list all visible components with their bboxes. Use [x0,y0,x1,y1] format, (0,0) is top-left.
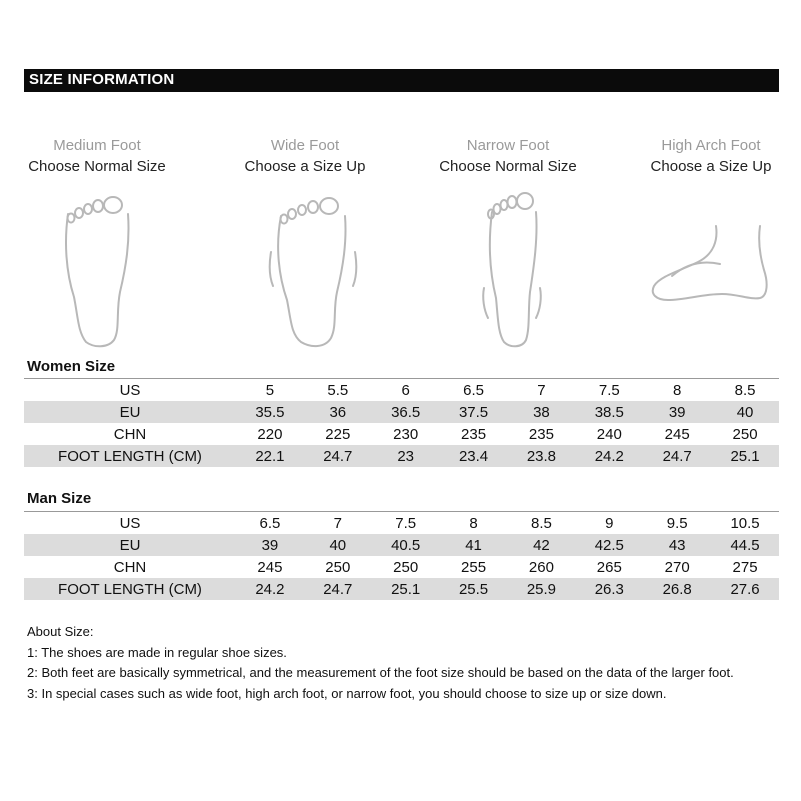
row-label: EU [24,534,236,556]
table-cell: 35.5 [236,401,304,423]
table-cell: 255 [461,558,487,576]
women-size-table [24,379,779,467]
table-cell: 36.5 [372,401,440,423]
row-label: US [119,381,141,399]
table-cell: 8.5 [531,514,552,532]
table-cell: 38.5 [575,401,643,423]
man-size-title: Man Size [27,490,92,507]
table-cell: 24.7 [304,445,372,467]
high-arch-foot-icon [646,220,770,308]
foot-type-label: High Arch Foot [661,137,761,154]
table-cell: 38 [508,401,576,423]
table-cell: 10.5 [730,514,760,532]
table-cell: 230 [393,425,419,443]
table-cell: 25.1 [372,578,440,600]
table-cell: 245 [664,425,690,443]
table-cell: 40.5 [372,534,440,556]
row-label: FOOT LENGTH (CM) [24,578,236,600]
table-cell: 240 [596,425,622,443]
table-cell: 6 [401,381,410,399]
table-cell: 25.5 [440,578,508,600]
man-size-table [24,512,779,600]
table-cell: 7.5 [598,381,620,399]
table-cell: 42 [508,534,576,556]
section-banner [24,69,779,92]
table-cell: 250 [393,558,419,576]
table-cell: 275 [732,558,758,576]
table-cell: 41 [440,534,508,556]
table-cell: 220 [257,425,283,443]
table-cell: 37.5 [440,401,508,423]
row-label: CHN [113,425,147,443]
foot-type-label: Medium Foot [53,137,141,154]
table-cell: 6.5 [463,381,484,399]
table-cell: 42.5 [575,534,643,556]
table-row [24,445,779,467]
table-cell: 36 [304,401,372,423]
table-cell: 260 [528,558,554,576]
table-row [24,401,779,423]
table-cell: 23 [372,445,440,467]
table-row [24,512,779,534]
table-cell: 24.2 [575,445,643,467]
row-label: US [119,514,141,532]
women-size-title: Women Size [27,358,116,375]
table-row [24,534,779,556]
table-cell: 7.5 [395,514,417,532]
table-cell: 6.5 [259,514,281,532]
table-cell: 27.6 [711,578,779,600]
table-cell: 24.2 [236,578,304,600]
table-cell: 25.9 [508,578,576,600]
note-item: 1: The shoes are made in regular shoe sizes. [27,644,287,660]
table-row [24,556,779,578]
row-label: EU [24,401,236,423]
narrow-foot-icon [478,188,546,352]
foot-advice-label: Choose a Size Up [650,158,772,175]
wide-foot-icon [267,192,359,350]
table-cell: 25.1 [711,445,779,467]
table-cell: 7 [333,514,342,532]
note-item: 2: Both feet are basically symmetrical, and the measurement of the foot size should be based on the data of the larger foot. [27,665,734,680]
foot-advice-label: Choose a Size Up [244,158,366,175]
table-cell: 8 [673,381,682,399]
medium-foot-icon [58,192,138,350]
table-cell: 8.5 [734,381,756,399]
table-cell: 9.5 [666,514,688,532]
table-cell: 39 [643,401,711,423]
table-cell: 9 [605,514,614,532]
table-cell: 270 [664,558,690,576]
foot-advice-label: Choose Normal Size [439,158,577,175]
foot-type-label: Wide Foot [270,137,340,154]
table-row [24,423,779,445]
table-cell: 250 [325,558,351,576]
foot-type-high-arch [616,136,801,178]
foot-type-medium [2,136,192,178]
row-label: CHN [113,558,147,576]
table-cell: 22.1 [236,445,304,467]
table-cell: 44.5 [711,534,779,556]
table-cell: 40 [711,401,779,423]
table-cell: 225 [325,425,351,443]
table-cell: 26.8 [643,578,711,600]
table-cell: 26.3 [575,578,643,600]
table-cell: 235 [461,425,487,443]
table-cell: 23.8 [508,445,576,467]
table-cell: 43 [643,534,711,556]
table-cell: 5.5 [327,381,349,399]
table-cell: 8 [469,514,478,532]
table-cell: 5 [265,381,275,399]
note-item: 3: In special cases such as wide foot, high arch foot, or narrow foot, you should choose to size up or size down. [27,685,667,701]
table-cell: 265 [596,558,622,576]
table-cell: 40 [304,534,372,556]
table-cell: 235 [528,425,554,443]
table-cell: 7 [537,381,546,399]
table-cell: 245 [257,558,283,576]
row-label: FOOT LENGTH (CM) [24,445,236,467]
table-cell: 39 [236,534,304,556]
foot-type-wide [210,136,400,178]
table-cell: 24.7 [643,445,711,467]
notes-heading: About Size: [27,624,94,639]
size-notes [27,622,734,704]
table-row [24,379,779,401]
foot-type-narrow [413,136,603,178]
table-cell: 23.4 [440,445,508,467]
foot-advice-label: Choose Normal Size [28,158,166,175]
table-cell: 250 [732,425,758,443]
foot-type-label: Narrow Foot [466,137,550,154]
banner-title: SIZE INFORMATION [29,71,175,88]
table-cell: 24.7 [304,578,372,600]
table-row [24,578,779,600]
